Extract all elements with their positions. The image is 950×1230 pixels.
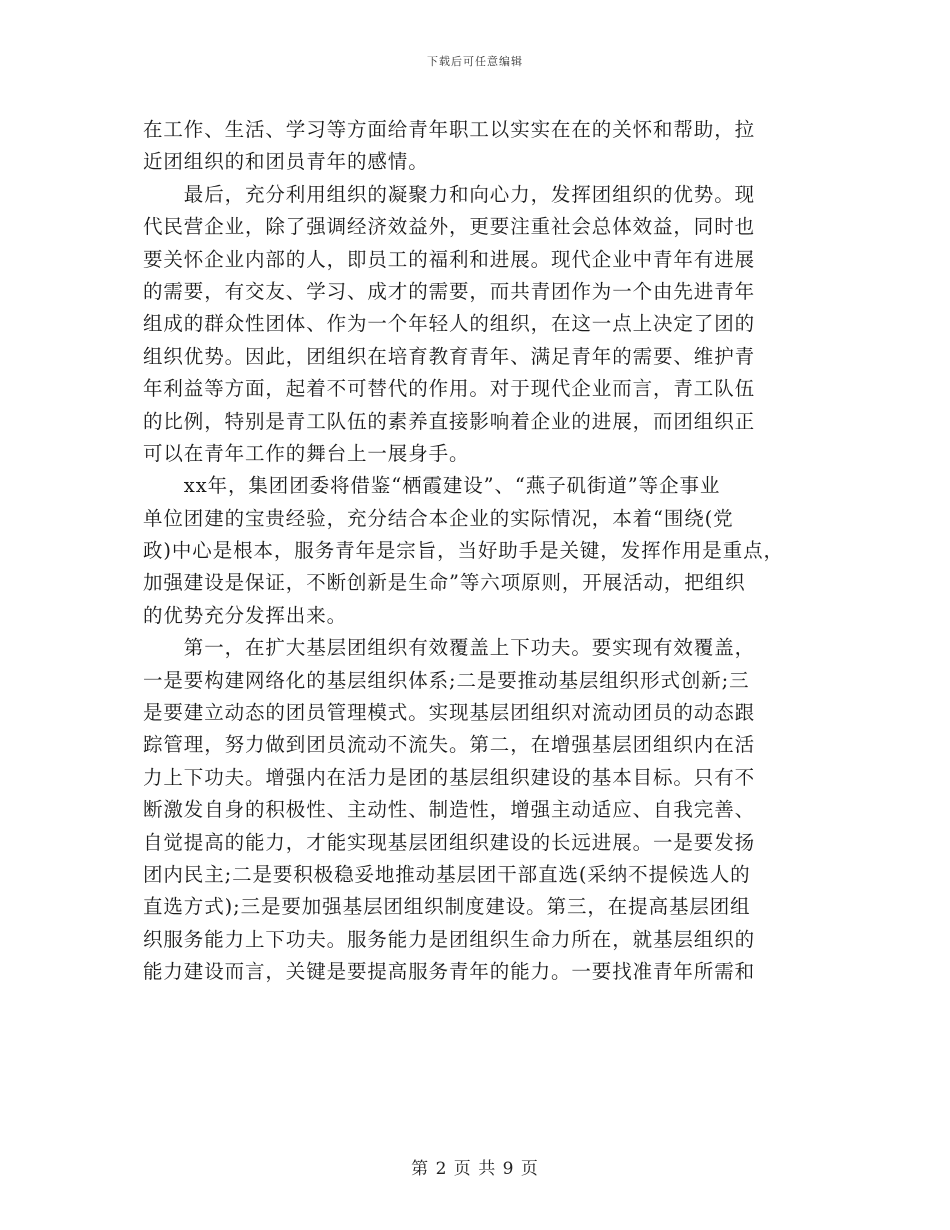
- page-header-note: 下载后可任意编辑: [427, 55, 523, 68]
- text-line: 要关怀企业内部的人，即员工的福利和进展。现代企业中青年有进展: [143, 247, 756, 271]
- text-line: 自觉提高的能力，才能实现基层团组织建设的长远进展。一是要发扬: [143, 830, 756, 854]
- text-line: 政)中心是根本，服务青年是宗旨，当好助手是关键，发挥作用是重点，: [143, 539, 784, 563]
- text-line: 是要建立动态的团员管理模式。实现基层团组织对流动团员的动态跟: [143, 701, 756, 725]
- text-line: 年利益等方面，起着不可替代的作用。对于现代企业而言，青工队伍: [143, 377, 756, 401]
- text-line: 近团组织的和团员青年的感情。: [143, 150, 429, 174]
- text-line: 断激发自身的积极性、主动性、制造性，增强主动适应、自我完善、: [143, 798, 756, 822]
- text-line: 力上下功夫。增强内在活力是团的基层组织建设的基本目标。只有不: [143, 765, 756, 789]
- document-body: [143, 114, 823, 989]
- text-line: 团内民主;二是要积极稳妥地推动基层团干部直选(采纳不提候选人的: [143, 862, 751, 886]
- text-line: 一是要构建网络化的基层组织体系;二是要推动基层组织形式创新;三: [143, 668, 750, 692]
- text-line: 在工作、生活、学习等方面给青年职工以实实在在的关怀和帮助，拉: [143, 118, 756, 141]
- text-line: 组织优势。因此，团组织在培育教育青年、满足青年的需要、维护青: [143, 344, 756, 368]
- text-line: 织服务能力上下功夫。服务能力是团组织生命力所在，就基层组织的: [143, 927, 756, 951]
- text-line: 直选方式);三是要加强基层团组织制度建设。第三，在提高基层团组: [143, 895, 751, 919]
- text-line: 踪管理，努力做到团员流动不流失。第二，在增强基层团组织内在活: [143, 733, 756, 757]
- text-line: 的需要，有交友、学习、成才的需要，而共青团作为一个由先进青年: [143, 279, 756, 303]
- text-line: 能力建设而言，关键是要提高服务青年的能力。一要找准青年所需和: [143, 960, 756, 984]
- text-line: 的比例，特别是青工队伍的素养直接影响着企业的进展，而团组织正: [143, 409, 756, 433]
- text-line: 可以在青年工作的舞台上一展身手。: [143, 441, 470, 465]
- text-line: 最后，充分利用组织的凝聚力和向心力，发挥团组织的优势。现: [143, 182, 756, 206]
- text-line: 代民营企业，除了强调经济效益外，更要注重社会总体效益，同时也: [143, 215, 756, 239]
- text-line: 第一，在扩大基层团组织有效覆盖上下功夫。要实现有效覆盖，: [143, 636, 756, 660]
- text-line: 组成的群众性团体、作为一个年轻人的组织，在这一点上决定了团的: [143, 312, 756, 336]
- text-line: 的优势充分发挥出来。: [143, 603, 348, 627]
- text-line: xx年，集团团委将借鉴“栖霞建设”、“燕子矶街道”等企事业: [143, 474, 721, 498]
- text-line: 单位团建的宝贵经验，充分结合本企业的实际情况，本着“围绕(党: [143, 506, 734, 530]
- text-line: 加强建设是保证，不断创新是生命”等六项原则，开展活动，把组织: [143, 571, 746, 595]
- page-number: 第 2 页 共 9 页: [411, 1159, 539, 1179]
